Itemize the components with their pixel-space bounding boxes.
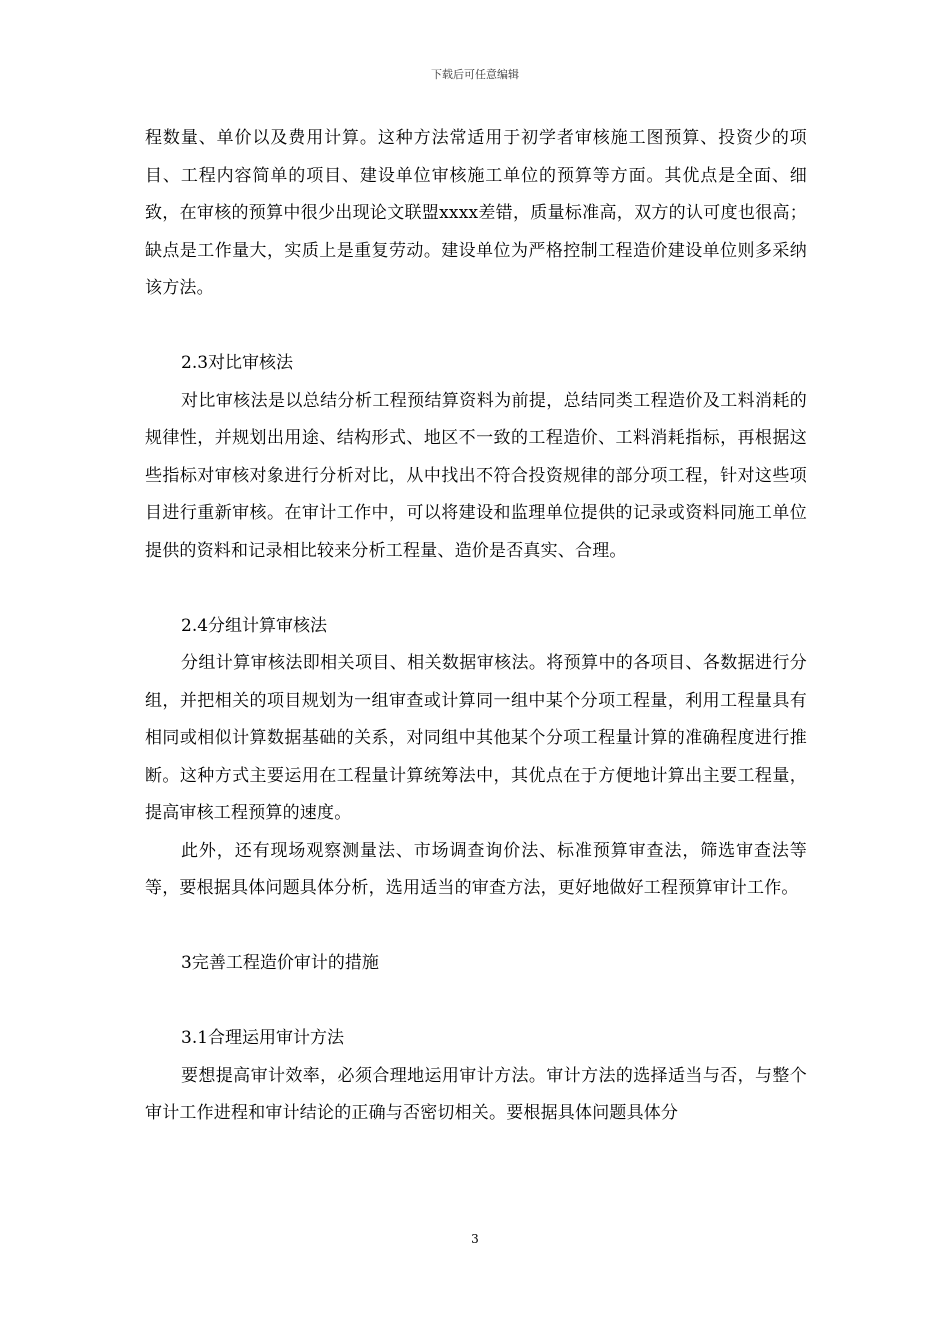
page-number: 3 — [471, 1232, 479, 1246]
paragraph-grouping-method: 分组计算审核法即相关项目、相关数据审核法。将预算中的各项目、各数据进行分组，并把相关的项目规划为一组审查或计算同一组中某个分项工程量，利用工程量具有相同或相似计算数据基础的关系，对同组中其他某个分项工程量计算的准确程度进行推断。这种方式主要运用在工程量计算统筹法中，其优点在于方便地计算出主要工程量，提高审核工程预算的速度。 — [145, 653, 807, 823]
heading-2-4: 2.4分组计算审核法 — [181, 615, 328, 636]
paragraph-other-methods: 此外，还有现场观察测量法、市场调查询价法、标准预算审查法，筛选审查法等等，要根据具体问题具体分析，选用适当的审查方法，更好地做好工程预算审计工作。 — [145, 840, 807, 898]
page-header: 下载后可任意编辑 — [431, 68, 519, 81]
spacer — [145, 570, 807, 608]
heading-2-3: 2.3对比审核法 — [181, 353, 294, 373]
paragraph-continuation: 程数量、单价以及费用计算。这种方法常适用于初学者审核施工图预算、投资少的项目、工程内容简单的项目、建设单位审核施工单位的预算等方面。其优点是全面、细致，在审核的预算中很少出现论文联盟xxxx差错，质量标准高，双方的认可度也很高；缺点是工作量大，实质上是重复劳动。建设单位为严格控制工程造价建设单位则多采纳该方法。 — [145, 128, 807, 298]
heading-3-1: 3.1合理运用审计方法 — [181, 1028, 345, 1048]
heading-3: 3完善工程造价审计的措施 — [181, 953, 379, 973]
paragraph-audit-methods: 要想提高审计效率，必须合理地运用审计方法。审计方法的选择适当与否，与整个审计工作进程和审计结论的正确与否密切相关。要根据具体问题具体分 — [145, 1065, 807, 1123]
spacer — [145, 308, 807, 346]
spacer — [145, 983, 807, 1021]
paragraph-comparison-method: 对比审核法是以总结分析工程预结算资料为前提，总结同类工程造价及工料消耗的规律性，并规划出用途、结构形式、地区不一致的工程造价、工料消耗指标，再根据这些指标对审核对象进行分析对比，从中找出不符合投资规律的部分项工程，针对这些项目进行重新审核。在审计工作中，可以将建设和监理单位提供的记录或资料同施工单位提供的资料和记录相比较来分析工程量、造价是否真实、合理。 — [145, 390, 807, 561]
spacer — [145, 908, 807, 946]
document-body — [145, 120, 807, 1133]
